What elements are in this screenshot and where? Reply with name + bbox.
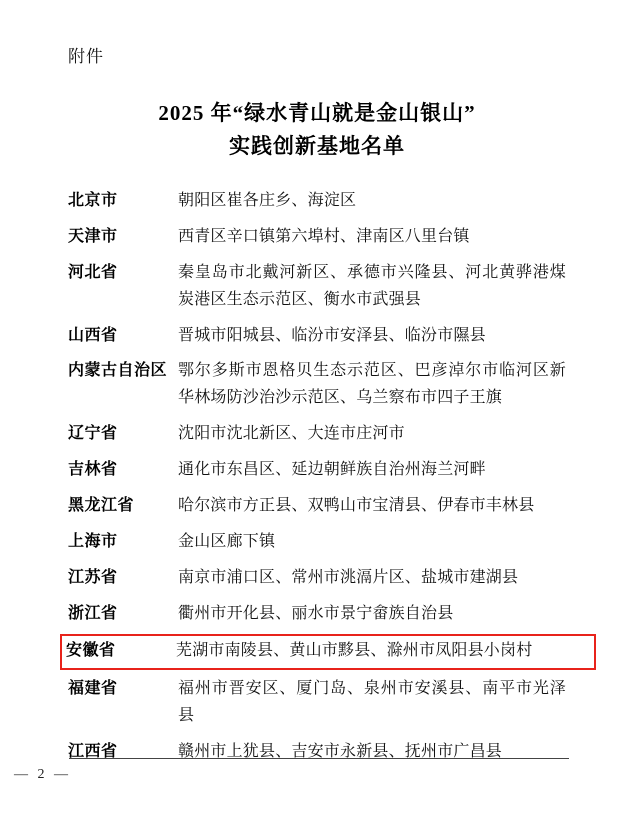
page-number-wrap	[14, 765, 574, 783]
entry-content: 晋城市阳城县、临汾市安泽县、临汾市隰县	[178, 326, 486, 344]
entry-content: 赣州市上犹县、吉安市永新县、抚州市广昌县	[178, 743, 503, 761]
list-item	[68, 421, 566, 448]
entry-content: 沈阳市沈北新区、大连市庄河市	[178, 425, 405, 443]
entry-region: 江西省	[68, 743, 118, 761]
entry-region: 北京市	[68, 192, 118, 210]
entry-region: 福建省	[68, 680, 118, 698]
list-item	[68, 529, 566, 556]
entry-content: 芜湖市南陵县、黄山市黟县、滁州市凤阳县小岗村	[176, 642, 533, 660]
entry-content: 鄂尔多斯市恩格贝生态示范区、巴彦淖尔市临河区新华林场防沙治沙示范区、乌兰察布市四子王旗	[178, 362, 566, 407]
entry-content: 哈尔滨市方正县、双鸭山市宝清县、伊春市丰林县	[178, 496, 535, 514]
entry-region: 天津市	[68, 227, 118, 245]
entry-content: 朝阳区崔各庄乡、海淀区	[178, 192, 357, 210]
entry-content: 金山区廊下镇	[178, 532, 276, 550]
entry-region: 江苏省	[68, 568, 118, 586]
list-item	[68, 565, 566, 592]
entry-content: 衢州市开化县、丽水市景宁畲族自治县	[178, 604, 454, 622]
list-item	[68, 323, 566, 350]
entry-region: 吉林省	[68, 461, 118, 479]
entry-region: 河北省	[68, 263, 118, 281]
entry-content: 通化市东昌区、延边朝鲜族自治州海兰河畔	[178, 461, 486, 479]
list-item	[68, 601, 566, 628]
list-item	[62, 636, 594, 668]
list-item	[68, 358, 566, 412]
list-item	[68, 457, 566, 484]
entry-region: 辽宁省	[68, 425, 118, 443]
entry-region: 山西省	[68, 326, 118, 344]
attachment-label: 附件	[68, 47, 104, 66]
entry-content: 福州市晋安区、厦门岛、泉州市安溪县、南平市光泽县	[178, 680, 566, 725]
list-item	[68, 224, 566, 251]
list-item	[68, 676, 566, 730]
page-footer	[0, 758, 638, 783]
entry-content: 南京市浦口区、常州市洮滆片区、盐城市建湖县	[178, 568, 519, 586]
page-title-line1: 2025 年“绿水青山就是金山银山”	[158, 101, 476, 125]
page-title-line2: 实践创新基地名单	[229, 133, 405, 158]
entry-region: 上海市	[68, 532, 118, 550]
list-item	[68, 188, 566, 215]
page-number: — 2 —	[14, 767, 71, 782]
entry-content: 秦皇岛市北戴河新区、承德市兴隆县、河北黄骅港煤炭港区生态示范区、衡水市武强县	[178, 263, 566, 308]
entry-region: 黑龙江省	[68, 496, 135, 514]
entry-region: 安徽省	[66, 642, 116, 660]
list-item	[68, 493, 566, 520]
entry-region: 内蒙古自治区	[68, 362, 168, 380]
page-title	[117, 97, 517, 162]
list-item	[68, 260, 566, 314]
entry-region: 浙江省	[68, 604, 118, 622]
entry-content: 西青区辛口镇第六埠村、津南区八里台镇	[178, 227, 470, 245]
entry-list	[68, 188, 566, 766]
footer-divider	[69, 758, 569, 759]
